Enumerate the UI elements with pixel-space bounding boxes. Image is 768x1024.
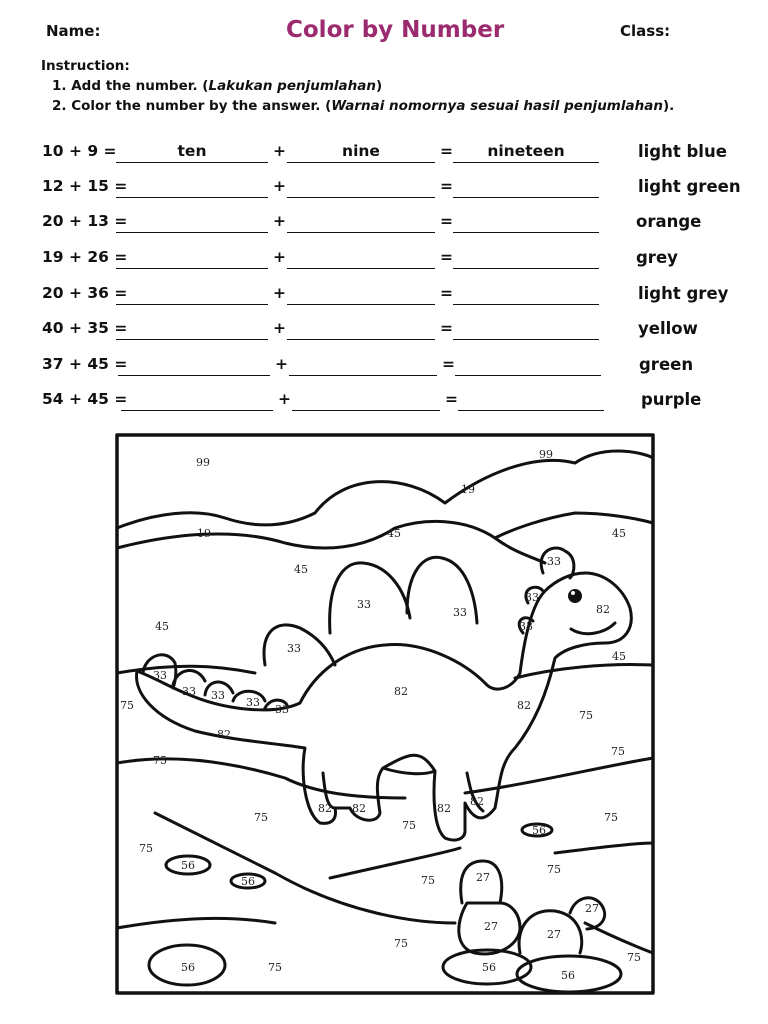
equals-sign: = (440, 319, 453, 337)
second-word-blank[interactable] (287, 246, 435, 269)
plus-sign: + (278, 390, 291, 408)
plus-sign: + (273, 319, 286, 337)
dinosaur-coloring-picture[interactable] (115, 433, 655, 995)
region-number: 75 (394, 937, 408, 950)
region-number: 75 (139, 842, 153, 855)
instruction-step-1-text: 1. Add the number. ( (52, 78, 209, 94)
instruction-step-1 (52, 78, 382, 94)
second-word-blank[interactable] (287, 175, 435, 198)
ground-line-4 (465, 758, 653, 793)
region-number: 33 (547, 555, 561, 568)
name-label: Name: (46, 22, 101, 40)
region-number: 82 (318, 802, 332, 815)
second-word-blank[interactable] (289, 353, 437, 376)
region-number: 45 (155, 620, 169, 633)
exercise-row-1 (0, 140, 768, 170)
equals-sign: = (440, 142, 453, 160)
ground-line-6 (330, 848, 460, 878)
first-word-blank[interactable] (116, 317, 268, 340)
answer-blank[interactable]: nineteen (453, 140, 599, 163)
region-number: 33 (453, 606, 467, 619)
region-number: 56 (482, 961, 496, 974)
region-number: 27 (547, 928, 561, 941)
ground-line-8 (117, 918, 275, 928)
region-number: 45 (294, 563, 308, 576)
region-number: 33 (287, 642, 301, 655)
exercise-row-4 (0, 246, 768, 276)
first-word-blank[interactable] (116, 282, 268, 305)
second-word-blank[interactable] (292, 388, 440, 411)
color-label: green (639, 355, 694, 374)
region-number: 33 (525, 591, 539, 604)
region-number: 82 (217, 728, 231, 741)
answer-blank[interactable] (453, 282, 599, 305)
first-word-blank[interactable] (121, 388, 273, 411)
first-word-blank[interactable] (116, 175, 268, 198)
equation: 20 + 36 = (42, 284, 128, 302)
region-number: 56 (181, 859, 195, 872)
ground-line-2 (515, 665, 653, 678)
region-number: 75 (579, 709, 593, 722)
instruction-step-2 (52, 98, 674, 114)
color-label: light green (638, 177, 741, 196)
equals-sign: = (445, 390, 458, 408)
plus-sign: + (275, 355, 288, 373)
region-number: 33 (182, 685, 196, 698)
plus-sign: + (273, 177, 286, 195)
instruction-step-2-end: ). (662, 98, 675, 114)
equals-sign: = (442, 355, 455, 373)
region-number: 33 (153, 669, 167, 682)
region-number: 75 (120, 699, 134, 712)
region-number: 45 (612, 527, 626, 540)
instruction-step-2-translation: Warnai nomornya sesuai hasil penjumlahan (331, 98, 663, 114)
equation: 10 + 9 = (42, 142, 117, 160)
equation: 40 + 35 = (42, 319, 128, 337)
region-number: 27 (476, 871, 490, 884)
region-number: 75 (547, 863, 561, 876)
page-title: Color by Number (286, 17, 505, 43)
region-number: 99 (539, 448, 553, 461)
region-number: 27 (484, 920, 498, 933)
equation: 54 + 45 = (42, 390, 128, 408)
region-number: 19 (197, 527, 211, 540)
region-number: 99 (196, 456, 210, 469)
answer-blank[interactable] (455, 353, 601, 376)
answer-blank[interactable] (453, 246, 599, 269)
region-number: 19 (461, 483, 475, 496)
instruction-step-1-end: ) (375, 78, 383, 94)
equals-sign: = (440, 248, 453, 266)
instruction-step-1-translation: Lakukan penjumlahan (208, 78, 376, 94)
first-word-blank[interactable] (116, 210, 268, 233)
region-number: 56 (532, 824, 546, 837)
region-number: 82 (470, 795, 484, 808)
color-label: grey (636, 248, 678, 267)
region-number: 45 (612, 650, 626, 663)
first-word-blank[interactable] (118, 353, 270, 376)
region-number: 33 (519, 620, 533, 633)
exercise-row-3 (0, 210, 768, 240)
region-number: 56 (561, 969, 575, 982)
region-number: 82 (596, 603, 610, 616)
region-number: 75 (268, 961, 282, 974)
equals-sign: = (440, 212, 453, 230)
plus-sign: + (273, 284, 286, 302)
dinosaur-body (137, 573, 632, 840)
region-number: 33 (246, 696, 260, 709)
exercise-row-2 (0, 175, 768, 205)
region-number: 33 (275, 703, 289, 716)
exercise-row-6 (0, 317, 768, 347)
eye-shine (571, 591, 575, 595)
region-number: 75 (604, 811, 618, 824)
region-number: 82 (352, 802, 366, 815)
color-label: light grey (638, 284, 729, 303)
region-number: 33 (357, 598, 371, 611)
equation: 19 + 26 = (42, 248, 128, 266)
dinosaur-mouth (571, 623, 615, 634)
color-label: yellow (638, 319, 698, 338)
ground-line-7 (555, 843, 653, 853)
color-label: purple (641, 390, 702, 409)
answer-blank[interactable] (453, 317, 599, 340)
region-number: 75 (254, 811, 268, 824)
color-label: orange (636, 212, 702, 231)
second-word-blank[interactable] (287, 317, 435, 340)
plus-sign: + (273, 212, 286, 230)
mountain-ridge-right (495, 538, 545, 563)
first-word-blank[interactable] (116, 246, 268, 269)
second-word-blank[interactable] (287, 282, 435, 305)
region-number: 75 (611, 745, 625, 758)
second-word-blank[interactable] (287, 210, 435, 233)
equation: 37 + 45 = (42, 355, 128, 373)
instruction-heading: Instruction: (41, 58, 130, 74)
region-number: 27 (585, 902, 599, 915)
second-word-blank[interactable]: nine (287, 140, 435, 163)
plus-sign: + (273, 248, 286, 266)
region-number: 56 (241, 875, 255, 888)
color-label: light blue (638, 142, 727, 161)
region-number: 82 (394, 685, 408, 698)
region-number: 56 (181, 961, 195, 974)
region-number: 82 (517, 699, 531, 712)
equation: 12 + 15 = (42, 177, 128, 195)
equals-sign: = (440, 284, 453, 302)
region-number: 45 (387, 527, 401, 540)
exercise-row-8 (0, 388, 768, 418)
plus-sign: + (273, 142, 286, 160)
answer-blank[interactable] (453, 210, 599, 233)
class-label: Class: (620, 22, 671, 40)
equals-sign: = (440, 177, 453, 195)
region-number: 75 (402, 819, 416, 832)
region-number: 33 (211, 689, 225, 702)
answer-blank[interactable] (453, 175, 599, 198)
instruction-step-2-text: 2. Color the number by the answer. ( (52, 98, 332, 114)
exercise-row-5 (0, 282, 768, 312)
equation: 20 + 13 = (42, 212, 128, 230)
belly-line (383, 755, 435, 771)
first-word-blank[interactable]: ten (116, 140, 268, 163)
region-number: 75 (421, 874, 435, 887)
region-number: 82 (437, 802, 451, 815)
dinosaur-eye (568, 589, 582, 603)
answer-blank[interactable] (458, 388, 604, 411)
region-number: 75 (627, 951, 641, 964)
region-number: 75 (153, 754, 167, 767)
exercise-row-7 (0, 353, 768, 383)
